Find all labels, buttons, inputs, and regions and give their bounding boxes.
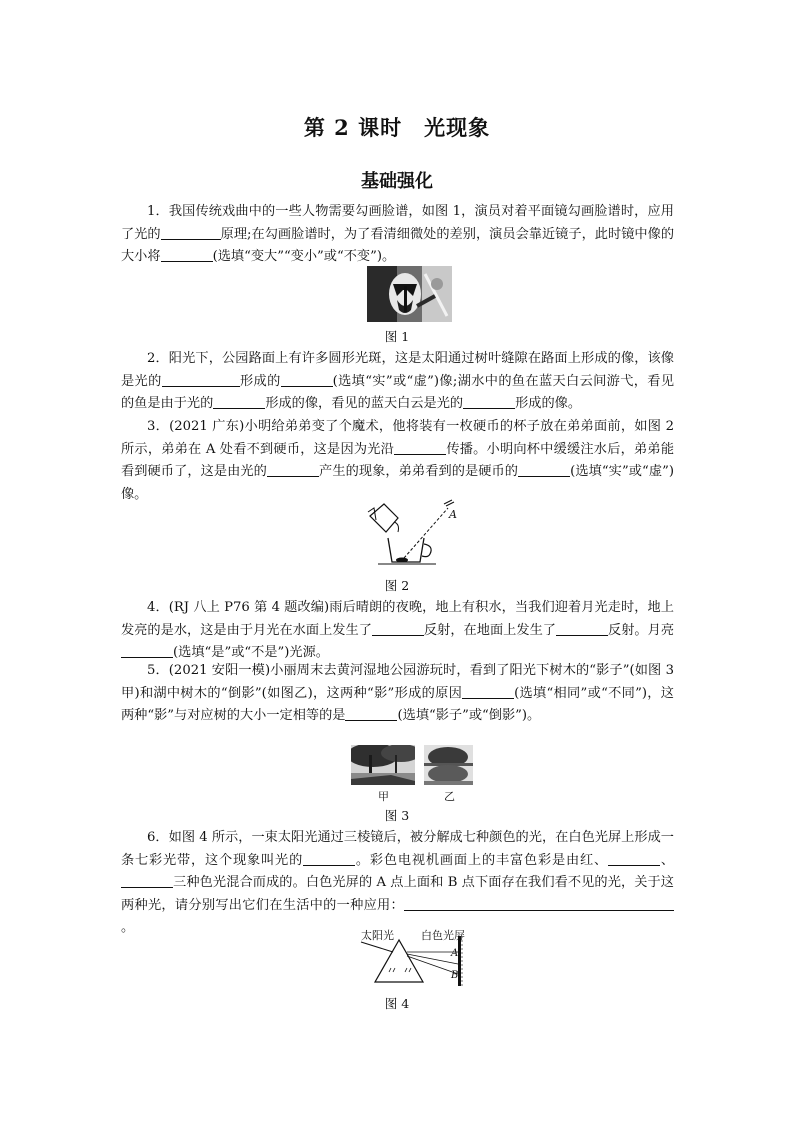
answer-blank[interactable] xyxy=(394,440,446,455)
answer-blank[interactable] xyxy=(303,851,355,866)
figure-4-caption: 图 4 xyxy=(384,996,410,1011)
answer-blank[interactable] xyxy=(608,851,660,866)
answer-blank[interactable] xyxy=(404,896,674,911)
section-heading: 基础强化 xyxy=(361,171,433,192)
question-1: 1．我国传统戏曲中的一些人物需要勾画脸谱，如图 1，演员对着平面镜勾画脸谱时，应用了光的 原理;在勾画脸谱时，为了看清细微处的差别，演员会靠近镜子，此时镜中像的大小将 (选填“变大”“变小”或“不变”)。 xyxy=(121,204,675,264)
answer-blank[interactable] xyxy=(162,372,240,387)
point-a-label: A xyxy=(451,948,459,959)
figure-4-prism-diagram xyxy=(355,930,467,990)
answer-blank[interactable] xyxy=(281,372,333,387)
figure-3-label-yi: 乙 xyxy=(444,790,455,803)
question-2: 2．阳光下，公园路面上有许多圆形光斑，这是太阳通过树叶缝隙在路面上形成的像，该像是光的 形成的 (选填“实”或“虚”)像;湖水中的鱼在蓝天白云间游弋，看见的鱼是由于光的 形成的像，看见的蓝天白云是光的 形成的像。 xyxy=(121,351,675,411)
screen-label: 白色光屏 xyxy=(421,929,465,942)
answer-blank[interactable] xyxy=(372,621,424,636)
sunlight-label: 太阳光 xyxy=(361,929,394,942)
figure-3-caption: 图 3 xyxy=(384,808,410,823)
answer-blank[interactable] xyxy=(462,684,514,699)
answer-blank[interactable] xyxy=(463,394,515,409)
figure-3-shadow-photo xyxy=(351,745,415,785)
question-6: 6．如图 4 所示，一束太阳光通过三棱镜后，被分解成七种颜色的光，在白色光屏上形成一条七彩光带，这个现象叫光的 。彩色电视机画面上的丰富色彩是由红、 、三种色光混合而成的。白色光屏的 A 点上面和 B 点下面存在我们看不见的光，关于这两种光，请分别写出它们在生活中的一种应用：。 xyxy=(121,830,675,935)
point-a-label: A xyxy=(449,508,457,521)
figure-2-cup-diagram xyxy=(350,496,460,570)
figure-1-mirror-photo xyxy=(367,266,452,322)
answer-blank[interactable] xyxy=(161,247,213,262)
answer-blank[interactable] xyxy=(556,621,608,636)
answer-blank[interactable] xyxy=(518,462,570,477)
figure-2-caption: 图 2 xyxy=(384,578,410,593)
answer-blank[interactable] xyxy=(121,643,173,658)
point-b-label: B xyxy=(451,970,459,981)
page-title: 第 2 课时 光现象 xyxy=(303,115,491,140)
answer-blank[interactable] xyxy=(121,873,173,888)
question-3: 3．(2021 广东)小明给弟弟变了个魔术，他将装有一枚硬币的杯子放在弟弟面前，如图 2 所示，弟弟在 A 处看不到硬币，这是因为光沿 传播。小明向杯中缓缓注水后，弟弟能看到硬币了，这是由光的 产生的现象，弟弟看到的是硬币的 (选填“实”或“虚”)像。 xyxy=(121,419,675,502)
answer-blank[interactable] xyxy=(213,394,265,409)
question-5: 5．(2021 安阳一模)小丽周末去黄河湿地公园游玩时，看到了阳光下树木的“影子”(如图 3 甲)和湖中树木的“倒影”(如图乙)，这两种“影”形成的原因 (选填“相同”或“不同”)，这两种“影”与对应树的大小一定相等的是 (选填“影子”或“倒影”)。 xyxy=(121,663,674,723)
answer-blank[interactable] xyxy=(161,225,221,240)
figure-3-reflection-photo xyxy=(424,745,473,785)
figure-3-label-jia: 甲 xyxy=(378,790,389,803)
question-4: 4．(RJ 八上 P76 第 4 题改编)雨后晴朗的夜晚，地上有积水，当我们迎着月光走时，地上发亮的是水，这是由于月光在水面上发生了 反射，在地面上发生了 反射。月亮(选填“是”或“不是”)光源。 xyxy=(121,600,675,660)
answer-blank[interactable] xyxy=(345,706,397,721)
answer-blank[interactable] xyxy=(267,462,319,477)
figure-1-caption: 图 1 xyxy=(384,329,410,344)
